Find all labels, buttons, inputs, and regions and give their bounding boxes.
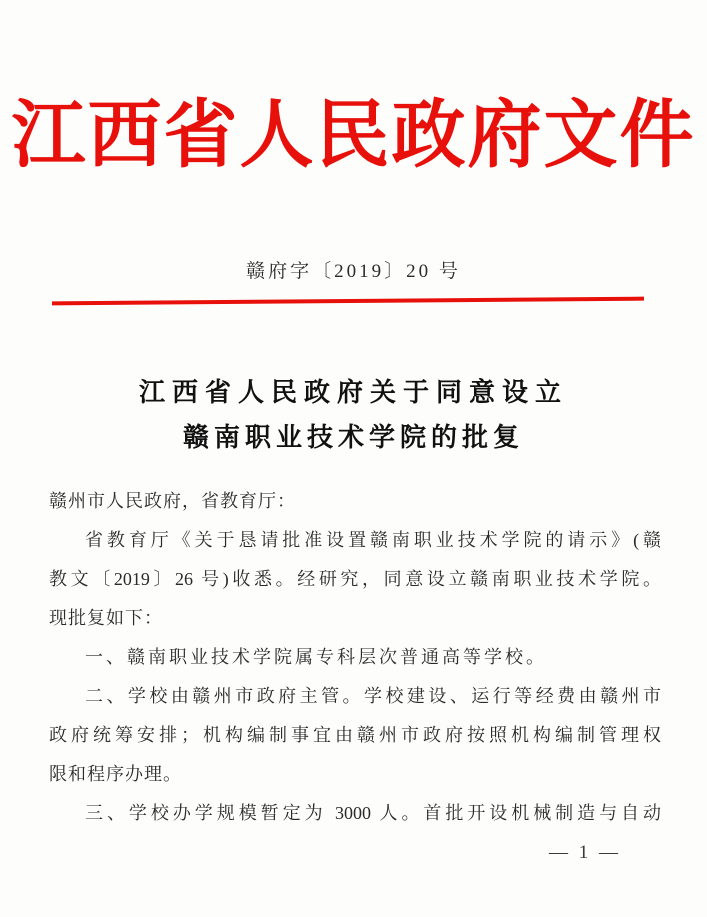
document-body bbox=[49, 482, 661, 833]
body-line-item-3: 三、学校办学规模暂定为 3000 人。首批开设机械制造与自动 bbox=[85, 803, 661, 823]
body-line: 教文〔2019〕26 号)收悉。经研究，同意设立赣南职业技术学院。 bbox=[49, 569, 661, 589]
body-line: 限和程序办理。 bbox=[49, 764, 182, 784]
document-title bbox=[0, 370, 707, 460]
document-title-line-2: 赣南职业技术学院的批复 bbox=[182, 423, 524, 452]
body-line-salutation: 赣州市人民政府，省教育厅： bbox=[49, 491, 296, 511]
body-line-item-2: 二、学校由赣州市政府主管。学校建设、运行等经费由赣州市 bbox=[85, 686, 661, 706]
body-line-item-1: 一、赣南职业技术学院属专科层次普通高等学校。 bbox=[85, 647, 547, 667]
body-line: 现批复如下： bbox=[49, 608, 163, 628]
document-number: 赣府字〔2019〕20 号 bbox=[246, 261, 461, 282]
document-title-line-1: 江西省人民政府关于同意设立 bbox=[138, 378, 568, 407]
red-divider-line bbox=[52, 297, 644, 306]
document-header-title: 江西省人民政府文件 bbox=[11, 95, 696, 177]
page-number: — 1 — bbox=[549, 842, 621, 863]
body-line: 省教育厅《关于恳请批准设置赣南职业技术学院的请示》(赣 bbox=[85, 530, 661, 550]
body-line: 政府统筹安排；机构编制事宜由赣州市政府按照机构编制管理权 bbox=[49, 725, 661, 745]
